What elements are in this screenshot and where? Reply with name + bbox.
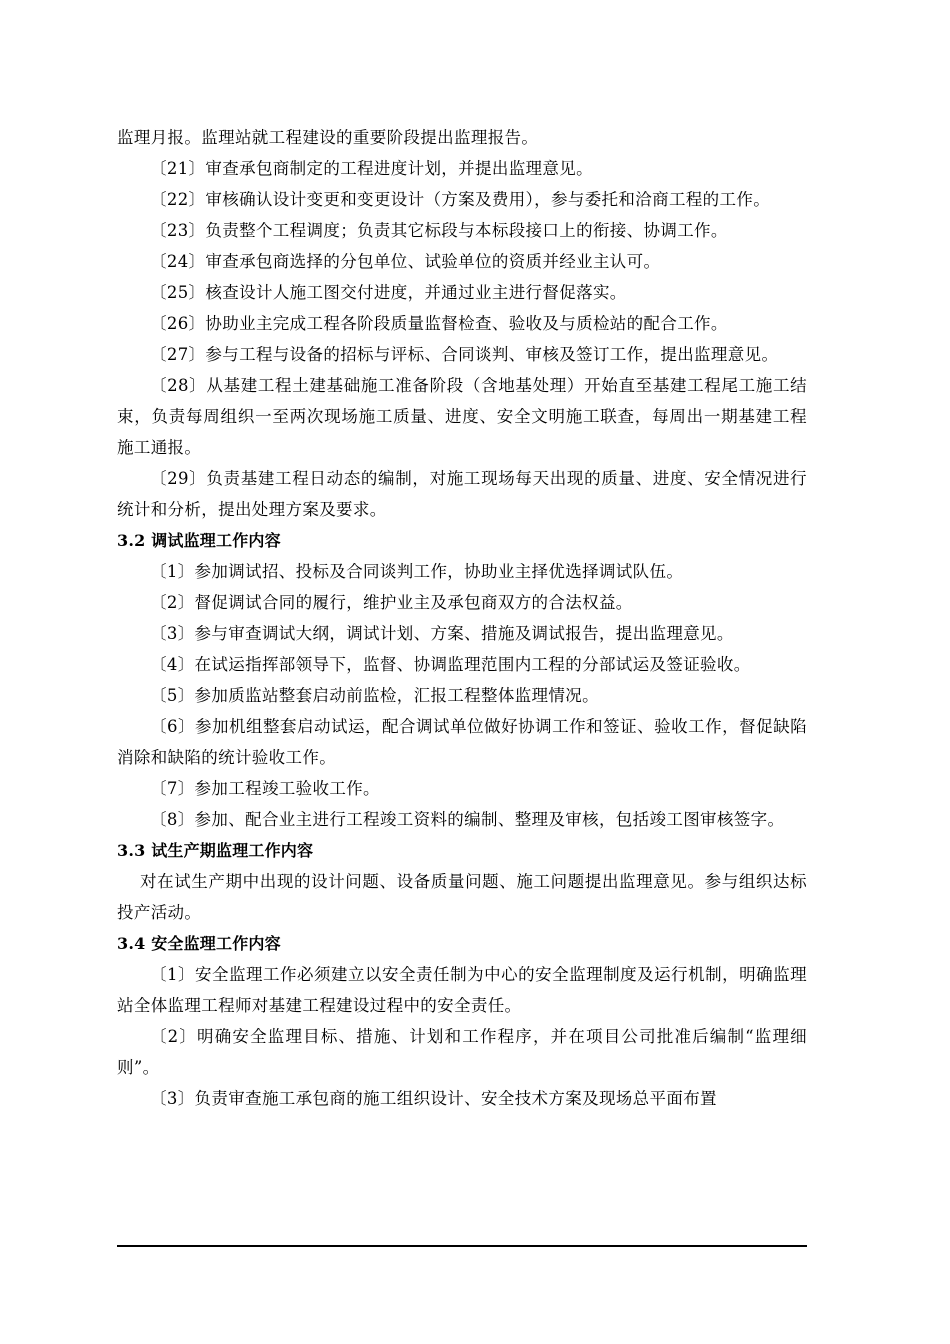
body-text [117,122,807,1114]
section-heading-3-2: 3.2 调试监理工作内容 [117,531,281,550]
trial-production-paragraph: 对在试生产期中出现的设计问题、设备质量问题、施工问题提出监理意见。参与组织达标投产活动。 [117,872,807,922]
paragraph-item-26: 〔26〕协助业主完成工程各阶段质量监督检查、验收及与质检站的配合工作。 [150,314,728,333]
paragraph-item-21: 〔21〕审查承包商制定的工程进度计划，并提出监理意见。 [150,159,593,178]
section-heading-3-4: 3.4 安全监理工作内容 [117,934,281,953]
commissioning-item-6: 〔6〕参加机组整套启动试运，配合调试单位做好协调工作和签证、验收工作，督促缺陷消除和缺陷的统计验收工作。 [117,717,807,767]
paragraph-item-24: 〔24〕审查承包商选择的分包单位、试验单位的资质并经业主认可。 [150,252,661,271]
commissioning-item-3: 〔3〕参与审查调试大纲，调试计划、方案、措施及调试报告，提出监理意见。 [150,624,734,643]
paragraph-item-29: 〔29〕负责基建工程日动态的编制，对施工现场每天出现的质量、进度、安全情况进行统计和分析，提出处理方案及要求。 [117,469,807,519]
paragraph-item-22: 〔22〕审核确认设计变更和变更设计（方案及费用），参与委托和洽商工程的工作。 [150,190,771,209]
commissioning-item-1: 〔1〕参加调试招、投标及合同谈判工作，协助业主择优选择调试队伍。 [150,562,684,581]
commissioning-item-4: 〔4〕在试运指挥部领导下，监督、协调监理范围内工程的分部试运及签证验收。 [150,655,751,674]
commissioning-item-2: 〔2〕督促调试合同的履行，维护业主及承包商双方的合法权益。 [150,593,633,612]
safety-item-3: 〔3〕负责审查施工承包商的施工组织设计、安全技术方案及现场总平面布置 [150,1089,717,1108]
commissioning-item-8: 〔8〕参加、配合业主进行工程竣工资料的编制、整理及审核，包括竣工图审核签字。 [150,810,785,829]
paragraph-item-27: 〔27〕参与工程与设备的招标与评标、合同谈判、审核及签订工作，提出监理意见。 [150,345,779,364]
paragraph-item-23: 〔23〕负责整个工程调度；负责其它标段与本标段接口上的衔接、协调工作。 [150,221,728,240]
paragraph-item-25: 〔25〕核查设计人施工图交付进度，并通过业主进行督促落实。 [150,283,627,302]
section-heading-3-3: 3.3 试生产期监理工作内容 [117,841,314,860]
safety-item-1: 〔1〕安全监理工作必须建立以安全责任制为中心的安全监理制度及运行机制，明确监理站全体监理工程师对基建工程建设过程中的安全责任。 [117,965,807,1015]
commissioning-item-5: 〔5〕参加质监站整套启动前监检，汇报工程整体监理情况。 [150,686,599,705]
commissioning-item-7: 〔7〕参加工程竣工验收工作。 [150,779,380,798]
paragraph-continuation: 监理月报。监理站就工程建设的重要阶段提出监理报告。 [117,128,539,147]
safety-item-2: 〔2〕明确安全监理目标、措施、计划和工作程序，并在项目公司批准后编制“监理细则”。 [117,1027,807,1077]
footer-divider [117,1245,807,1247]
paragraph-item-28: 〔28〕从基建工程土建基础施工准备阶段（含地基处理）开始直至基建工程尾工施工结束，负责每周组织一至两次现场施工质量、进度、安全文明施工联查，每周出一期基建工程施工通报。 [117,376,807,457]
